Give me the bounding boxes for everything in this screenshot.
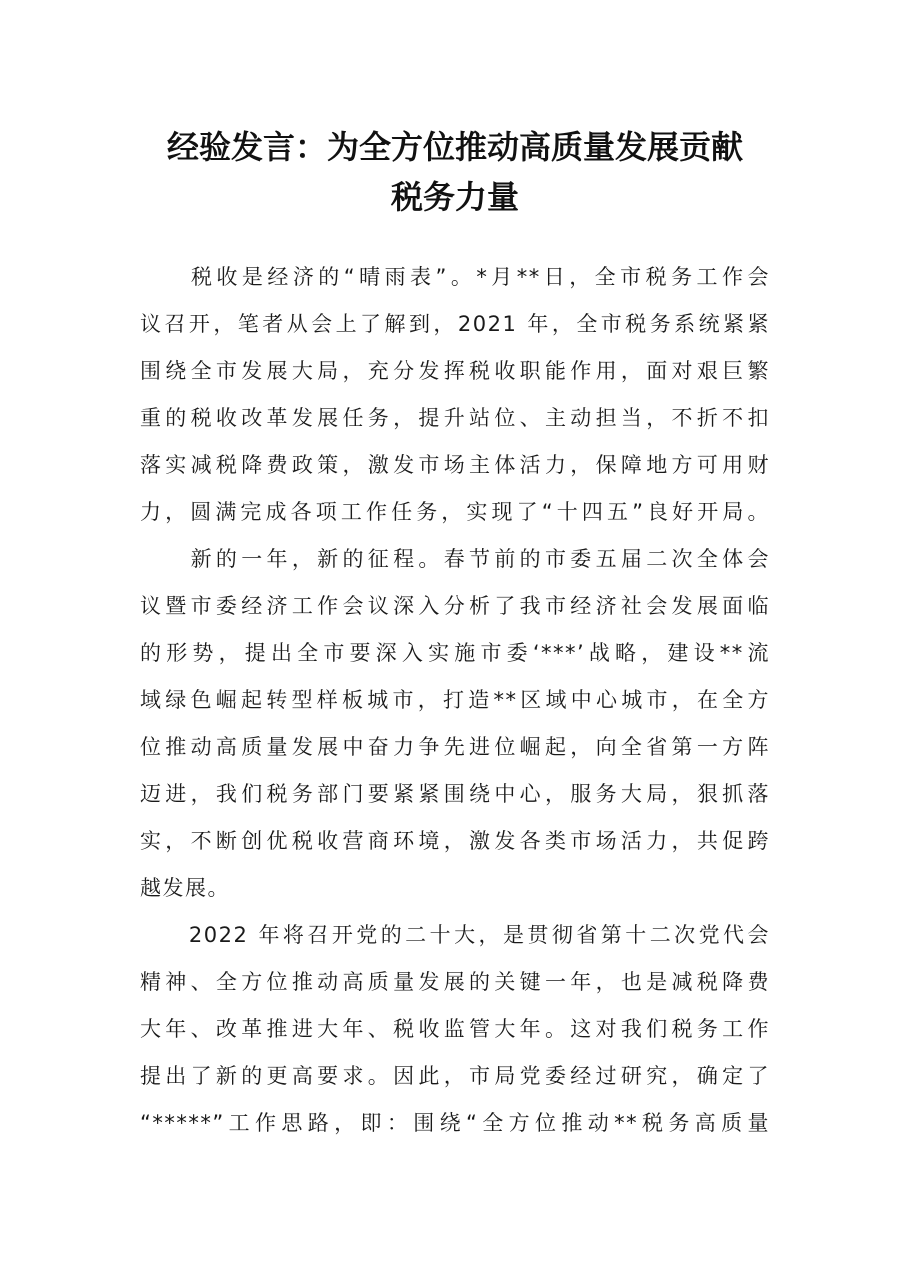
- text-line: 精神、全方位推动高质量发展的关键一年，也是减税降费: [140, 970, 770, 994]
- text-line: 迈进，我们税务部门要紧紧围绕中心，服务大局，狠抓落: [140, 782, 770, 806]
- paragraph: [140, 254, 770, 536]
- text-line: 域绿色崛起转型样板城市，打造**区域中心城市，在全方: [140, 688, 770, 712]
- document-title: [140, 122, 770, 222]
- text-line: 位推动高质量发展中奋力争先进位崛起，向全省第一方阵: [140, 735, 770, 759]
- text-line: 新的一年，新的征程。春节前的市委五届二次全体会: [140, 547, 770, 571]
- text-line: 2022 年将召开党的二十大，是贯彻省第十二次党代会: [140, 923, 770, 947]
- title-line: 税务力量: [390, 178, 519, 216]
- paragraph: [140, 536, 770, 912]
- text-line: 提出了新的更高要求。因此，市局党委经过研究，确定了: [140, 1064, 770, 1088]
- title-line: 经验发言：为全方位推动高质量发展贡献: [166, 128, 743, 166]
- text-line: 落实减税降费政策，激发市场主体活力，保障地方可用财: [140, 453, 770, 477]
- text-line: 力，圆满完成各项工作任务，实现了“十四五”良好开局。: [140, 500, 770, 524]
- text-line: “*****”工作思路，即：围绕“全方位推动**税务高质量: [140, 1111, 770, 1135]
- text-line: 的形势，提出全市要深入实施市委‘***’战略，建设**流: [140, 641, 770, 665]
- text-line: 实，不断创优税收营商环境，激发各类市场活力，共促跨: [140, 829, 770, 853]
- paragraph: [140, 912, 770, 1147]
- text-line: 越发展。: [140, 876, 230, 900]
- text-line: 大年、改革推进大年、税收监管大年。这对我们税务工作: [140, 1017, 770, 1041]
- text-line: 重的税收改革发展任务，提升站位、主动担当，不折不扣: [140, 406, 770, 430]
- text-line: 议暨市委经济工作会议深入分析了我市经济社会发展面临: [140, 594, 770, 618]
- text-line: 围绕全市发展大局，充分发挥税收职能作用，面对艰巨繁: [140, 359, 770, 383]
- document-body: [140, 254, 770, 1147]
- text-line: 税收是经济的“晴雨表”。*月**日，全市税务工作会: [140, 265, 770, 289]
- text-line: 议召开，笔者从会上了解到，2021 年，全市税务系统紧紧: [140, 312, 770, 336]
